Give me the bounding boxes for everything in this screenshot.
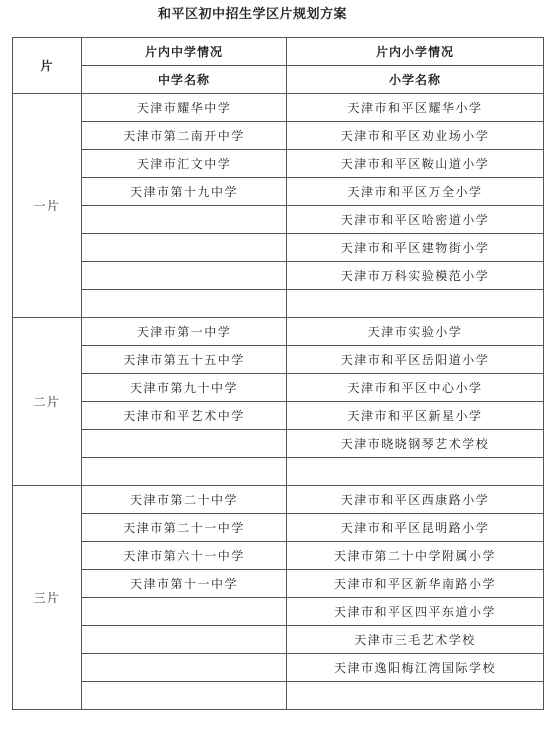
table-row <box>13 486 544 514</box>
middle-school-cell: 天津市第六十一中学 <box>82 542 287 570</box>
primary-school-cell: 天津市万科实验模范小学 <box>287 262 544 290</box>
table-row <box>13 290 544 318</box>
middle-school-cell: 天津市第一中学 <box>82 318 287 346</box>
header-middle-col: 中学名称 <box>82 66 287 94</box>
table-row <box>13 234 544 262</box>
middle-school-cell: 天津市第二南开中学 <box>82 122 287 150</box>
middle-school-cell <box>82 458 287 486</box>
middle-school-cell <box>82 682 287 710</box>
primary-school-cell <box>287 458 544 486</box>
table-row <box>13 626 544 654</box>
middle-school-cell: 天津市第五十五中学 <box>82 346 287 374</box>
header-middle-group: 片内中学情况 <box>82 38 287 66</box>
header-pian: 片 <box>13 38 82 94</box>
primary-school-cell: 天津市和平区哈密道小学 <box>287 206 544 234</box>
primary-school-cell: 天津市和平区万全小学 <box>287 178 544 206</box>
table-row <box>13 206 544 234</box>
table-row <box>13 430 544 458</box>
header-primary-col: 小学名称 <box>287 66 544 94</box>
primary-school-cell: 天津市和平区新华南路小学 <box>287 570 544 598</box>
middle-school-cell <box>82 206 287 234</box>
table-row <box>13 542 544 570</box>
middle-school-cell <box>82 598 287 626</box>
primary-school-cell: 天津市第二十中学附属小学 <box>287 542 544 570</box>
table-row <box>13 598 544 626</box>
table-row <box>13 402 544 430</box>
middle-school-cell <box>82 654 287 682</box>
middle-school-cell <box>82 626 287 654</box>
header-primary-group: 片内小学情况 <box>287 38 544 66</box>
primary-school-cell: 天津市和平区耀华小学 <box>287 94 544 122</box>
middle-school-cell: 天津市和平艺术中学 <box>82 402 287 430</box>
primary-school-cell: 天津市和平区四平东道小学 <box>287 598 544 626</box>
zone-name: 一片 <box>13 94 82 318</box>
zone-name: 二片 <box>13 318 82 486</box>
primary-school-cell: 天津市晓晓钢琴艺术学校 <box>287 430 544 458</box>
table-row <box>13 262 544 290</box>
middle-school-cell <box>82 290 287 318</box>
middle-school-cell: 天津市第二十中学 <box>82 486 287 514</box>
table-row <box>13 654 544 682</box>
middle-school-cell <box>82 262 287 290</box>
table-row <box>13 122 544 150</box>
table-row <box>13 458 544 486</box>
primary-school-cell: 天津市和平区岳阳道小学 <box>287 346 544 374</box>
middle-school-cell: 天津市第二十一中学 <box>82 514 287 542</box>
document-title: 和平区初中招生学区片规划方案 <box>157 7 347 22</box>
primary-school-cell: 天津市和平区劝业场小学 <box>287 122 544 150</box>
middle-school-cell <box>82 234 287 262</box>
primary-school-cell <box>287 682 544 710</box>
primary-school-cell: 天津市和平区西康路小学 <box>287 486 544 514</box>
table-row <box>13 682 544 710</box>
middle-school-cell <box>82 430 287 458</box>
primary-school-cell: 天津市和平区昆明路小学 <box>287 514 544 542</box>
primary-school-cell: 天津市逸阳梅江湾国际学校 <box>287 654 544 682</box>
table-row <box>13 94 544 122</box>
table-row <box>13 346 544 374</box>
primary-school-cell: 天津市三毛艺术学校 <box>287 626 544 654</box>
table-row <box>13 570 544 598</box>
table-row <box>13 514 544 542</box>
primary-school-cell: 天津市和平区鞍山道小学 <box>287 150 544 178</box>
header-row-2 <box>13 66 544 94</box>
middle-school-cell: 天津市第十一中学 <box>82 570 287 598</box>
primary-school-cell: 天津市和平区建物街小学 <box>287 234 544 262</box>
middle-school-cell: 天津市第九十中学 <box>82 374 287 402</box>
primary-school-cell: 天津市实验小学 <box>287 318 544 346</box>
middle-school-cell: 天津市第十九中学 <box>82 178 287 206</box>
primary-school-cell: 天津市和平区中心小学 <box>287 374 544 402</box>
table-body <box>13 38 544 710</box>
table-row <box>13 318 544 346</box>
primary-school-cell: 天津市和平区新星小学 <box>287 402 544 430</box>
zone-name: 三片 <box>13 486 82 710</box>
header-row-1 <box>13 38 544 66</box>
primary-school-cell <box>287 290 544 318</box>
zone-plan-table <box>12 37 544 710</box>
table-row <box>13 178 544 206</box>
table-row <box>13 374 544 402</box>
middle-school-cell: 天津市汇文中学 <box>82 150 287 178</box>
middle-school-cell: 天津市耀华中学 <box>82 94 287 122</box>
table-row <box>13 150 544 178</box>
